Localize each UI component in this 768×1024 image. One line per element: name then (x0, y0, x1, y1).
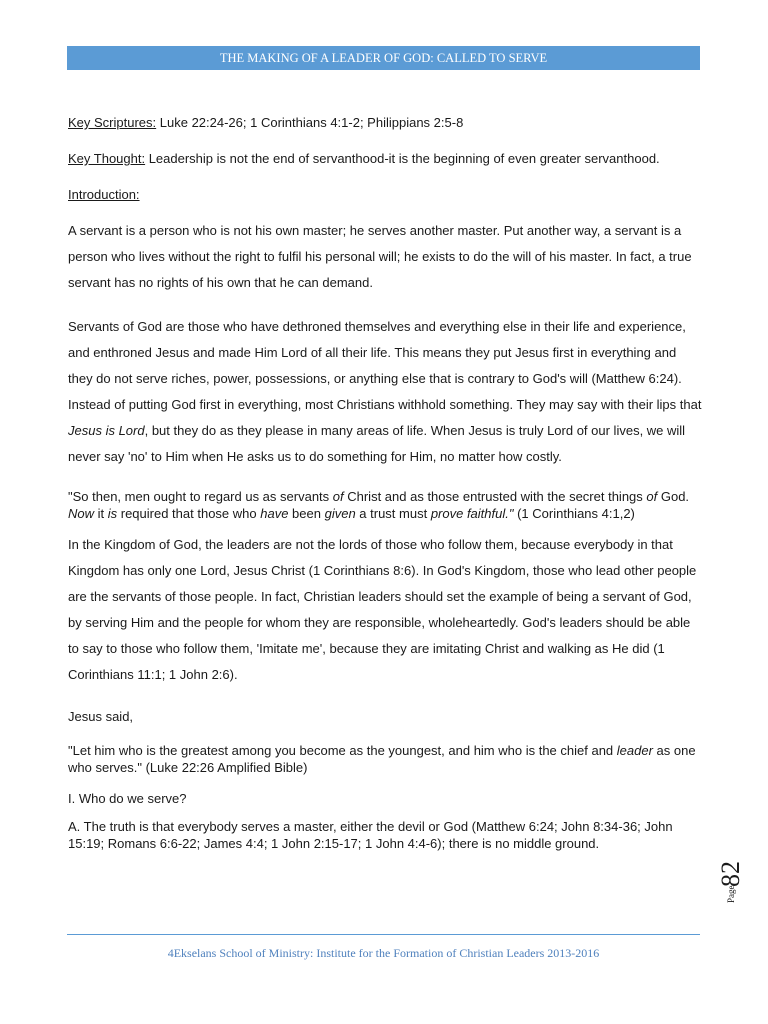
key-scriptures-text: Luke 22:24-26; 1 Corinthians 4:1-2; Philippians 2:5-8 (156, 115, 464, 130)
document-body (68, 110, 704, 852)
quote-1-part: required that those who (117, 506, 261, 521)
jesus-said: Jesus said, (68, 709, 134, 724)
paragraph-2 (68, 314, 704, 470)
quote-1-italic: Now (68, 506, 95, 521)
key-scriptures (68, 110, 704, 136)
key-thought-label: Key Thought: (68, 151, 146, 166)
paragraph-2-italic: Jesus is Lord (68, 423, 145, 438)
quote-2 (68, 742, 704, 776)
quote-1-italic: given (324, 506, 356, 521)
quote-1-part: God. (657, 489, 690, 504)
paragraph-2-text-a: Servants of God are those who have dethroned themselves and everything else in their life and experience, and enthroned Jesus and made Him Lord of all their life. This means they put Jesus first in everything and they do not serve riches, power, possessions, or anything else that is contrary to God's will (Matthew 6:24). Instead of putting God first in everything, most Christians withhold something. They may say with their lips that (68, 319, 702, 412)
quote-1-italic: have (260, 506, 289, 521)
key-thought-text: Leadership is not the end of servanthood-it is the beginning of even greater servanthood. (145, 151, 660, 166)
quote-1-part: Christ and as those entrusted with the secret things (343, 489, 647, 504)
quote-1 (68, 488, 704, 522)
quote-1-italic: is (107, 506, 118, 521)
footer-text: 4Ekselans School of Ministry: Institute for the Formation of Christian Leaders 2013-2016 (167, 946, 600, 960)
paragraph-4: A. The truth is that everybody serves a master, either the devil or God (Matthew 6:24; John 8:34-36; John 15:19; Romans 6:6-22; James 4:4; 1 John 2:15-17; 1 John 4:4-6); there is no middle ground. (68, 819, 673, 851)
key-scriptures-label: Key Scriptures: (68, 115, 157, 130)
quote-1-italic: of (332, 489, 344, 504)
quote-2-part: "Let him who is the greatest among you become as the youngest, and him who is the chief and (68, 743, 617, 758)
introduction-heading (68, 182, 704, 208)
footer-divider (67, 934, 700, 935)
quote-2-part: as one who serves." (Luke 22:26 Amplified Bible) (68, 743, 696, 775)
quote-1-italic: prove faithful." (430, 506, 514, 521)
key-thought (68, 146, 704, 172)
quote-1-part: it (94, 506, 108, 521)
page-number-value: 82 (716, 861, 745, 887)
document-header: THE MAKING OF A LEADER OF GOD: CALLED TO SERVE (67, 46, 700, 70)
page-label: Page (726, 885, 736, 903)
section-heading: I. Who do we serve? (68, 791, 187, 806)
paragraph-2-text-b: , but they do as they please in many areas of life. When Jesus is truly Lord of our lives, we will never say 'no' to Him when He asks us to do something for Him, no matter how costly. (68, 423, 686, 464)
paragraph-1: A servant is a person who is not his own master; he serves another master. Put another way, a servant is a person who lives without the right to fulfil his personal will; he exists to do the will of his master. In fact, a true servant has no rights of his own that he can demand. (68, 223, 692, 290)
quote-1-part: been (288, 506, 325, 521)
quote-1-part: a trust must (355, 506, 431, 521)
quote-1-italic: of (646, 489, 658, 504)
introduction-heading-text: Introduction: (68, 187, 140, 202)
quote-1-part: (1 Corinthians 4:1,2) (513, 506, 635, 521)
quote-1-part: "So then, men ought to regard us as servants (68, 489, 333, 504)
paragraph-3: In the Kingdom of God, the leaders are not the lords of those who follow them, because everybody in that Kingdom has only one Lord, Jesus Christ (1 Corinthians 8:6). In God's Kingdom, those who lead other people are the servants of those people. In fact, Christian leaders should set the example of being a servant of God, by serving Him and the people for whom they are responsible, wholeheartedly. God's leaders should be able to say to those who follow them, 'Imitate me', because they are imitating Christ and walking as He did (1 Corinthians 11:1; 1 John 2:6). (68, 537, 697, 682)
quote-2-italic: leader (616, 743, 653, 758)
